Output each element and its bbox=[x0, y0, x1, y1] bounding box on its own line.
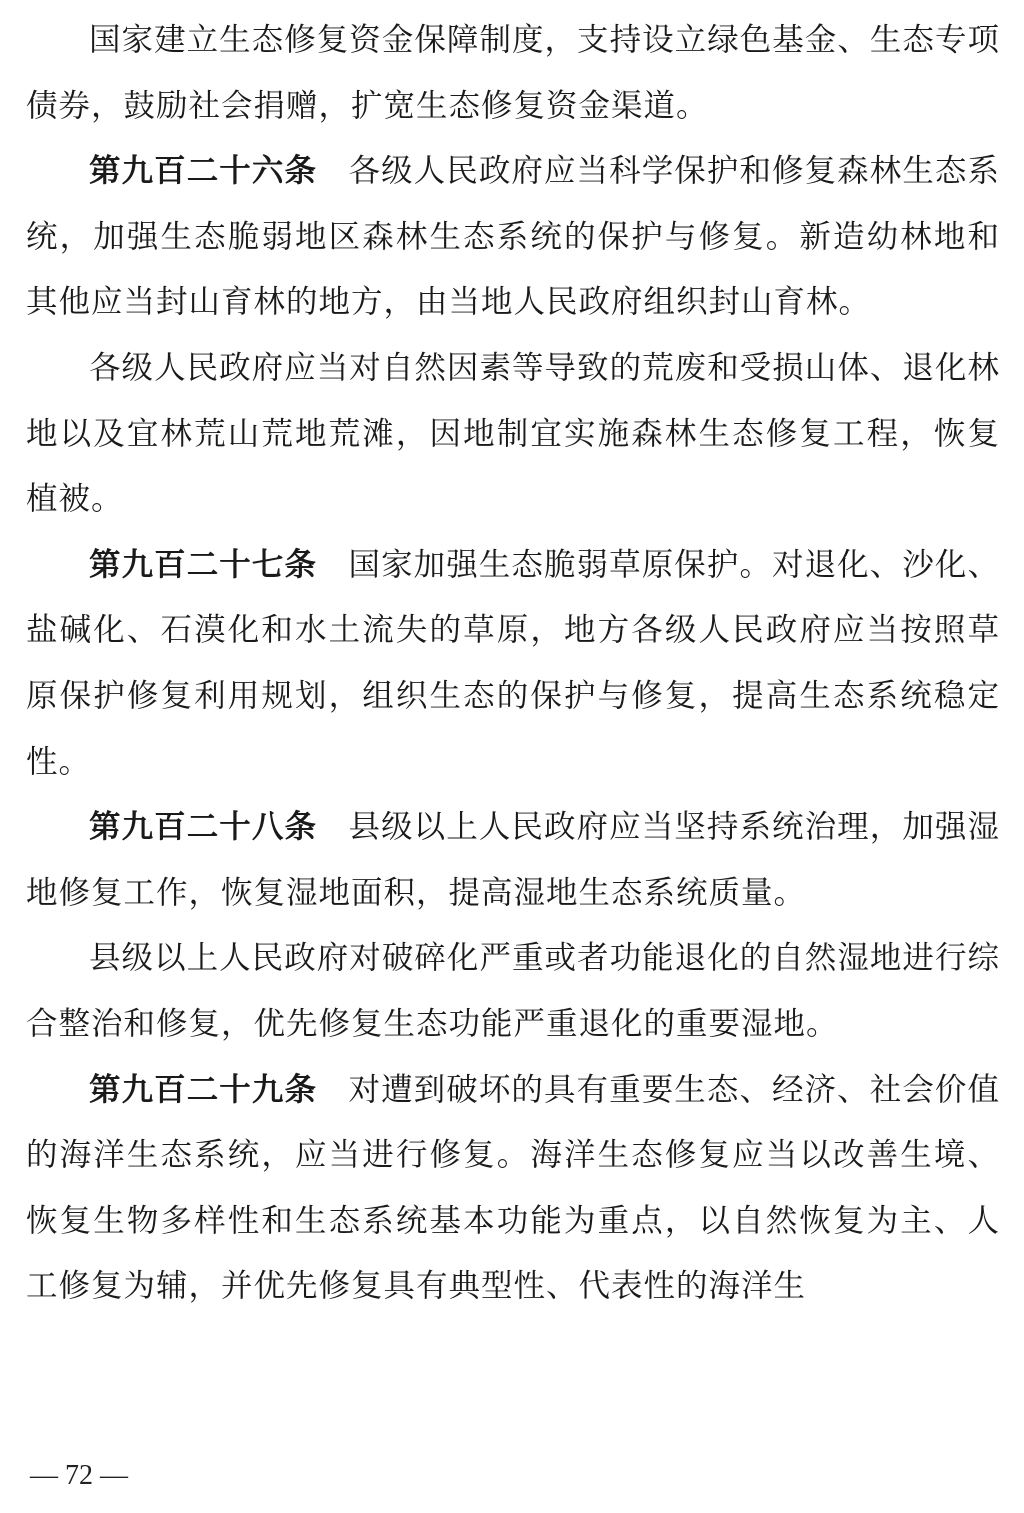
paragraph-1 bbox=[26, 8, 1000, 139]
article-928 bbox=[26, 795, 1000, 926]
paragraph-text: 县级以上人民政府对破碎化严重或者功能退化的自然湿地进行综合整治和修复，优先修复生态功能严重退化的重要湿地。 bbox=[26, 940, 1000, 1042]
paragraph-text: 县级以上人民政府应当坚持系统治理，加强湿地修复工作，恢复湿地面积，提高湿地生态系统质量。 bbox=[26, 809, 1000, 911]
paragraph-text: 国家加强生态脆弱草原保护。对退化、沙化、盐碱化、石漠化和水土流失的草原，地方各级人民政府应当按照草原保护修复利用规划，组织生态的保护与修复，提高生态系统稳定性。 bbox=[26, 546, 1000, 780]
article-927 bbox=[26, 533, 1000, 795]
paragraph-text: 各级人民政府应当科学保护和修复森林生态系统，加强生态脆弱地区森林生态系统的保护与修复。新造幼林地和其他应当封山育林的地方，由当地人民政府组织封山育林。 bbox=[26, 153, 1000, 321]
paragraph-text: 国家建立生态修复资金保障制度，支持设立绿色基金、生态专项债券，鼓励社会捐赠，扩宽生态修复资金渠道。 bbox=[26, 22, 1000, 124]
paragraph-3 bbox=[26, 336, 1000, 533]
page-number: — 72 — bbox=[30, 1460, 128, 1491]
article-label: 第九百二十六条 bbox=[89, 153, 318, 190]
paragraph-6 bbox=[26, 926, 1000, 1057]
article-label: 第九百二十七条 bbox=[89, 546, 318, 583]
paragraph-text: 对遭到破坏的具有重要生态、经济、社会价值的海洋生态系统，应当进行修复。海洋生态修复应当以改善生境、恢复生物多样性和生态系统基本功能为重点，以自然恢复为主、人工修复为辅，并优先修复具有典型性、代表性的海洋生 bbox=[26, 1071, 1000, 1305]
article-929 bbox=[26, 1058, 1000, 1320]
document-body bbox=[26, 8, 1000, 1320]
article-label: 第九百二十九条 bbox=[89, 1071, 318, 1108]
paragraph-text: 各级人民政府应当对自然因素等导致的荒废和受损山体、退化林地以及宜林荒山荒地荒滩，因地制宜实施森林生态修复工程，恢复植被。 bbox=[26, 349, 1000, 518]
article-label: 第九百二十八条 bbox=[89, 809, 318, 846]
article-926 bbox=[26, 139, 1000, 336]
